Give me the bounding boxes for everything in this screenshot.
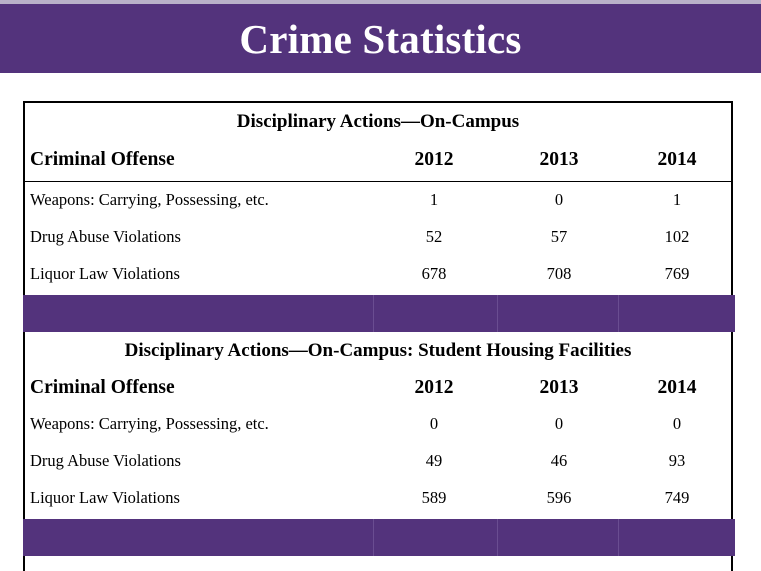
value-2014: 769 bbox=[664, 264, 690, 283]
table-header-row bbox=[25, 149, 731, 179]
table-row bbox=[25, 264, 731, 294]
section-separator-band bbox=[23, 295, 735, 332]
value-2012: 0 bbox=[429, 414, 439, 433]
value-2014: 0 bbox=[672, 414, 682, 433]
value-2013: 46 bbox=[550, 451, 568, 470]
section-title-student-housing: Disciplinary Actions—On-Campus: Student Housing Facilities bbox=[124, 340, 632, 361]
value-2012: 589 bbox=[421, 488, 447, 507]
value-2012: 678 bbox=[421, 264, 447, 283]
header-year-2013: 2013 bbox=[539, 149, 579, 170]
table-row bbox=[25, 227, 731, 257]
offense-label: Liquor Law Violations bbox=[30, 488, 180, 507]
value-2012: 1 bbox=[429, 190, 439, 209]
value-2014: 93 bbox=[668, 451, 686, 470]
header-criminal-offense: Criminal Offense bbox=[30, 149, 175, 170]
section-title-on-campus: Disciplinary Actions—On-Campus bbox=[236, 111, 520, 132]
table-row bbox=[25, 451, 731, 481]
header-year-2012: 2012 bbox=[414, 377, 454, 398]
offense-label: Drug Abuse Violations bbox=[30, 227, 181, 246]
header-divider bbox=[25, 181, 731, 182]
band-divider bbox=[373, 519, 374, 556]
band-divider bbox=[618, 295, 619, 332]
value-2013: 57 bbox=[550, 227, 568, 246]
value-2013: 0 bbox=[554, 190, 564, 209]
offense-label: Weapons: Carrying, Possessing, etc. bbox=[30, 414, 269, 433]
value-2013: 596 bbox=[546, 488, 572, 507]
value-2014: 749 bbox=[664, 488, 690, 507]
table-row bbox=[25, 488, 731, 518]
value-2012: 52 bbox=[425, 227, 443, 246]
header-year-2014: 2014 bbox=[657, 149, 697, 170]
table-row bbox=[25, 414, 731, 444]
section-separator-band bbox=[23, 519, 735, 556]
band-divider bbox=[497, 519, 498, 556]
statistics-table bbox=[23, 101, 733, 571]
header-year-2013: 2013 bbox=[539, 377, 579, 398]
table-header-row bbox=[25, 377, 731, 407]
value-2013: 708 bbox=[546, 264, 572, 283]
offense-label: Weapons: Carrying, Possessing, etc. bbox=[30, 190, 269, 209]
header-criminal-offense: Criminal Offense bbox=[30, 377, 175, 398]
offense-label: Liquor Law Violations bbox=[30, 264, 180, 283]
header-banner bbox=[0, 4, 761, 73]
value-2014: 102 bbox=[664, 227, 690, 246]
header-year-2014: 2014 bbox=[657, 377, 697, 398]
value-2012: 49 bbox=[425, 451, 443, 470]
table-row bbox=[25, 190, 731, 220]
value-2014: 1 bbox=[672, 190, 682, 209]
band-divider bbox=[618, 519, 619, 556]
page-title: Crime Statistics bbox=[239, 15, 522, 62]
offense-label: Drug Abuse Violations bbox=[30, 451, 181, 470]
header-year-2012: 2012 bbox=[414, 149, 454, 170]
value-2013: 0 bbox=[554, 414, 564, 433]
band-divider bbox=[373, 295, 374, 332]
band-divider bbox=[497, 295, 498, 332]
